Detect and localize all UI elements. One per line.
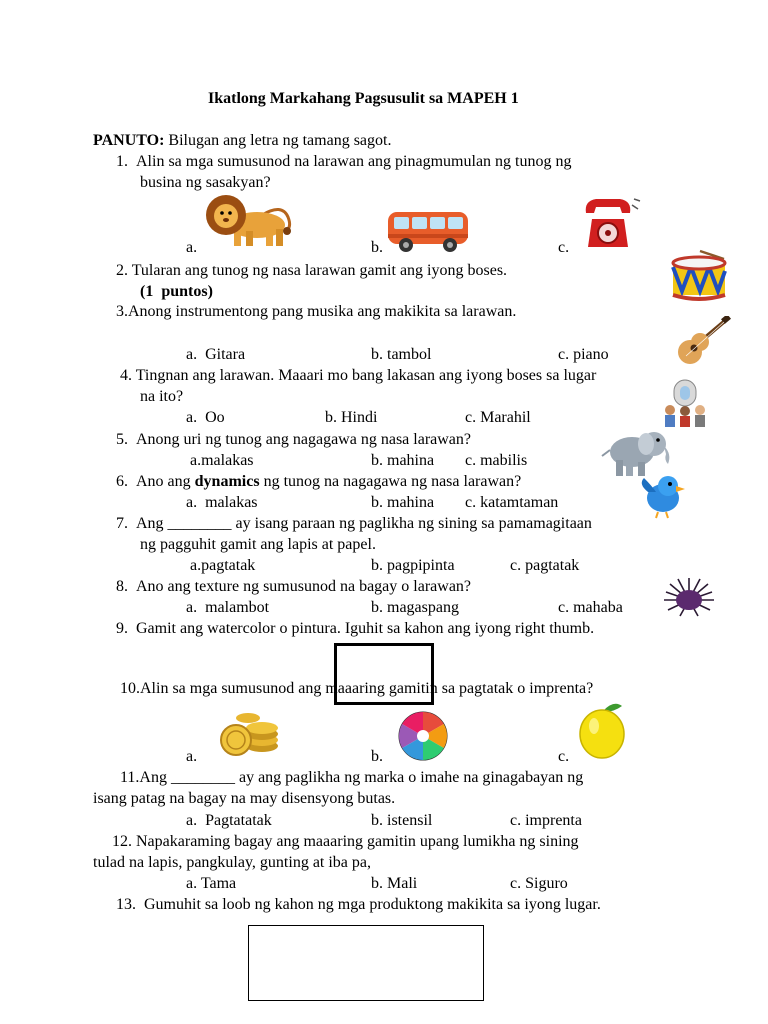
question-11-line2: isang patag na bagay na may disensyong butas. (93, 790, 396, 807)
q6-option-a: a. malakas (186, 494, 258, 511)
lemon-icon (574, 700, 632, 760)
question-6-line1 (116, 472, 521, 492)
q8-option-c: c. mahaba (558, 599, 623, 616)
products-drawing-box[interactable] (248, 925, 484, 1001)
question-12-line1: 12. Napakaraming bagay ang maaaring gamitin upang lumikha ng sining (112, 833, 579, 850)
q10-option-b: b. (371, 748, 383, 765)
sea-urchin-icon (662, 578, 716, 618)
question-10-line1: 10.Alin sa mga sumusunod ang maaaring gamitin sa pagtatak o imprenta? (120, 680, 594, 697)
q7-option-b: b. pagpipinta (371, 557, 455, 574)
question-9-line1: 9. Gamit ang watercolor o pintura. Iguhit sa kahon ang iyong right thumb. (116, 620, 595, 637)
question-7-line1: 7. Ang ________ ay isang paraan ng paglikha ng sining sa pamamagitaan (116, 515, 592, 532)
church-icon (662, 378, 708, 428)
q4-option-b: b. Hindi (325, 409, 378, 426)
q6-option-c: c. katamtaman (465, 494, 559, 511)
page-title: Ikatlong Markahang Pagsusulit sa MAPEH 1 (208, 90, 519, 107)
q7-option-c: c. pagtatak (510, 557, 580, 574)
question-2-line1: 2. Tularan ang tunog ng nasa larawan gamit ang iyong boses. (116, 262, 508, 279)
guitar-icon (676, 316, 732, 366)
q12-option-a: a. Tama (186, 875, 237, 892)
q11-option-a: a. Pagtatatak (186, 812, 272, 829)
question-8-line1: 8. Ano ang texture ng sumusunod na bagay o larawan? (116, 578, 472, 595)
q7-option-a: a.pagtatak (190, 557, 256, 574)
beach-ball-icon (397, 710, 449, 762)
q10-option-c: c. (558, 748, 570, 765)
q1-option-c: c. (558, 239, 570, 256)
q5-option-a: a.malakas (190, 452, 254, 469)
question-1-line1: 1. Alin sa mga sumusunod na larawan ang pinagmumulan ng tunog ng (116, 153, 572, 170)
q3-option-a: a. Gitara (186, 346, 246, 363)
question-5-line1: 5. Anong uri ng tunog ang nagagawa ng nasa larawan? (116, 431, 471, 448)
q11-option-b: b. istensil (371, 812, 433, 829)
q6-option-b: b. mahina (371, 494, 435, 511)
q3-option-c: c. piano (558, 346, 609, 363)
telephone-icon (580, 195, 642, 253)
q8-option-a: a. malambot (186, 599, 270, 616)
q3-option-b: b. tambol (371, 346, 432, 363)
directions-text: Bilugan ang letra ng tamang sagot. (168, 132, 392, 149)
q5-option-c: c. mabilis (465, 452, 528, 469)
question-4-line1: 4. Tingnan ang larawan. Maaari mo bang lakasan ang iyong boses sa lugar (120, 367, 597, 384)
q6-text-pre: 6. Ano ang (116, 473, 195, 490)
lion-icon (202, 193, 297, 249)
q4-option-a: a. Oo (186, 409, 225, 426)
q4-option-c: c. Marahil (465, 409, 531, 426)
coins-icon (212, 708, 282, 758)
question-2-points: (1 puntos) (140, 283, 213, 300)
question-7-line2: ng pagguhit gamit ang lapis at papel. (140, 536, 376, 553)
q10-option-a: a. (186, 748, 198, 765)
q11-option-c: c. imprenta (510, 812, 582, 829)
bird-icon (638, 470, 688, 520)
q12-option-c: c. Siguro (510, 875, 568, 892)
q5-option-b: b. mahina (371, 452, 435, 469)
q8-option-b: b. magaspang (371, 599, 459, 616)
q6-text-post: ng tunog na nagagawa ng nasa larawan? (259, 473, 522, 490)
directions-label: PANUTO: (93, 132, 165, 149)
bus-icon (386, 209, 471, 253)
question-11-line1: 11.Ang ________ ay ang paglikha ng marka o imahe na ginagabayan ng (120, 769, 584, 786)
question-4-line2: na ito? (140, 388, 184, 405)
q6-keyword: dynamics (194, 473, 260, 490)
question-13-line1: 13. Gumuhit sa loob ng kahon ng mga produktong makikita sa iyong lugar. (116, 896, 601, 913)
directions (93, 131, 391, 151)
q1-option-a: a. (186, 239, 198, 256)
q12-option-b: b. Mali (371, 875, 418, 892)
question-12-line2: tulad na lapis, pangkulay, gunting at iba pa, (93, 854, 372, 871)
drum-icon (668, 249, 730, 303)
q1-option-b: b. (371, 239, 383, 256)
question-1-line2: busina ng sasakyan? (140, 174, 271, 191)
question-3-line1: 3.Anong instrumentong pang musika ang makikita sa larawan. (116, 303, 517, 320)
